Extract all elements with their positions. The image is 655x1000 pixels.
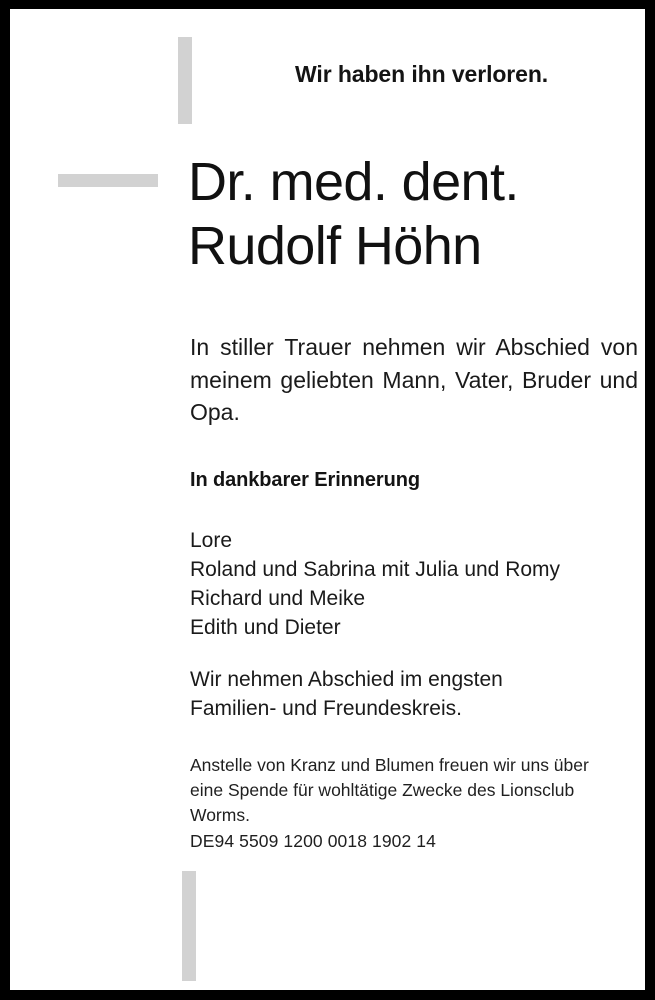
decorative-vertical-rule-bottom [182, 871, 196, 981]
donation-iban: DE94 5509 1200 0018 1902 14 [190, 830, 436, 851]
memory-heading: In dankbarer Erinnerung [190, 469, 420, 491]
donation-line: Anstelle von Kranz und Blumen freuen wir uns über [190, 755, 589, 775]
family-list [190, 527, 630, 643]
donation-note [190, 753, 620, 854]
deceased-name [188, 151, 628, 278]
intro-paragraph: In stiller Trauer nehmen wir Abschied von meinem geliebten Mann, Vater, Bruder und Opa. [190, 334, 638, 426]
donation-line: Worms. [190, 805, 250, 826]
notice-headline: Wir haben ihn verloren. [295, 61, 549, 87]
farewell-line: Familien- und Freundeskreis. [190, 696, 462, 720]
list-item: Lore [190, 529, 233, 552]
farewell-note [190, 666, 630, 724]
list-item: Edith und Dieter [190, 615, 341, 639]
farewell-line: Wir nehmen Abschied im engsten [190, 668, 503, 691]
donation-line: eine Spende für wohltätige Zwecke des Lionsclub [190, 780, 575, 801]
deceased-name-line-title: Dr. med. dent. [188, 152, 519, 212]
obituary-card [10, 9, 645, 990]
decorative-vertical-rule-top [178, 37, 192, 124]
list-item: Richard und Meike [190, 586, 366, 610]
deceased-name-line-fullname: Rudolf Höhn [188, 215, 482, 276]
list-item: Roland und Sabrina mit Julia und Romy [190, 557, 561, 581]
decorative-horizontal-rule [58, 174, 158, 187]
